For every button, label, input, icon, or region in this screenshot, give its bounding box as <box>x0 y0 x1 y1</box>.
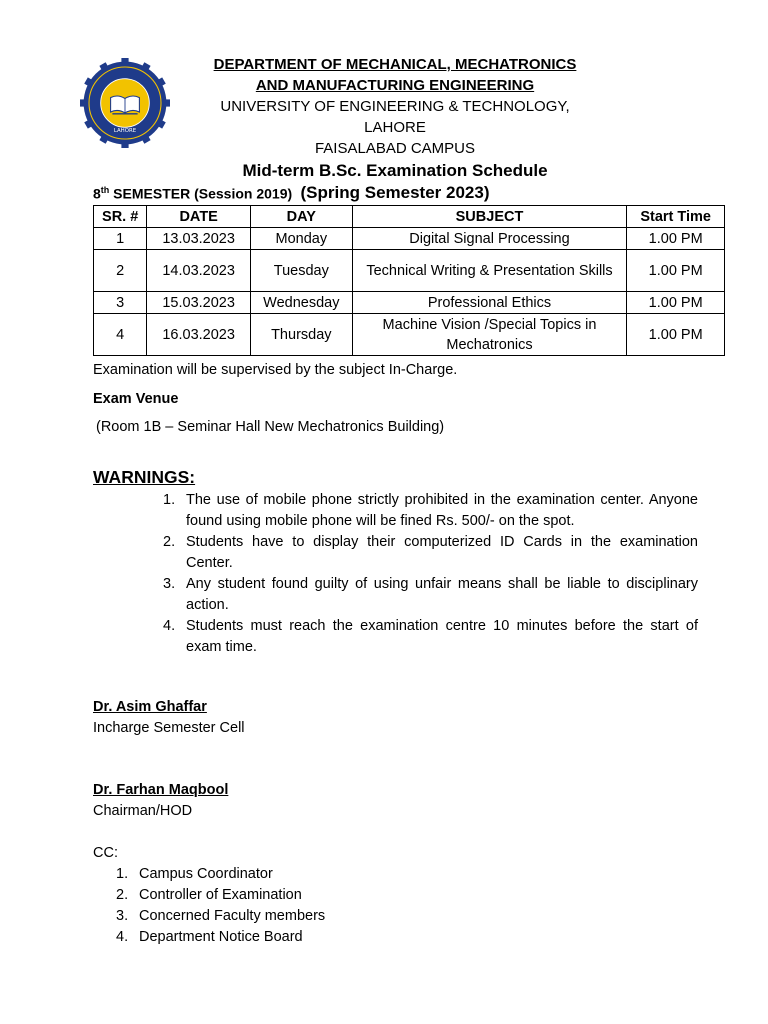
cell-start-time: 1.00 PM <box>627 314 725 356</box>
campus-name: FAISALABAD CAMPUS <box>314 140 476 157</box>
cc-recipient: Concerned Faculty members <box>139 908 326 924</box>
cell-sr: 4 <box>94 314 147 356</box>
cell-subject: Machine Vision /Special Topics in Mechatronics <box>352 314 627 356</box>
list-number: 1. <box>116 866 129 882</box>
cell-day: Thursday <box>250 314 352 356</box>
cc-recipient: Controller of Examination <box>139 887 302 903</box>
semester-label <box>93 185 292 202</box>
university-name: UNIVERSITY OF ENGINEERING & TECHNOLOGY, LAHORE <box>220 98 570 136</box>
semester-session: SEMESTER (Session 2019) <box>109 185 293 202</box>
col-header-day: DAY <box>250 206 352 228</box>
cell-start-time: 1.00 PM <box>627 250 725 292</box>
document-title: Mid-term B.Sc. Examination Schedule <box>242 161 548 180</box>
cell-subject: Digital Signal Processing <box>352 228 627 250</box>
list-item <box>163 532 698 574</box>
list-item <box>116 927 325 948</box>
list-number: 2. <box>116 887 129 903</box>
signatory-role: Incharge Semester Cell <box>93 720 245 736</box>
signatory-name: Dr. Asim Ghaffar <box>93 699 207 715</box>
warning-text: Students must reach the examination centre 10 minutes before the start of exam time. <box>186 618 698 655</box>
list-item <box>116 885 325 906</box>
col-header-date: DATE <box>147 206 251 228</box>
cc-recipient: Campus Coordinator <box>139 866 273 882</box>
cell-sr: 2 <box>94 250 147 292</box>
warning-text: Any student found guilty of using unfair means shall be liable to disciplinary action. <box>186 576 698 613</box>
warning-text: Students have to display their computerized ID Cards in the examination Center. <box>186 534 698 571</box>
cell-date: 16.03.2023 <box>147 314 251 356</box>
table-row <box>94 250 725 292</box>
list-item <box>163 490 698 532</box>
warnings-list <box>163 490 698 658</box>
cell-date: 13.03.2023 <box>147 228 251 250</box>
document-subtitle: (Spring Semester 2023) <box>300 183 490 202</box>
list-number: 3. <box>163 576 176 592</box>
cell-sr: 1 <box>94 228 147 250</box>
list-item <box>163 616 698 658</box>
list-number: 1. <box>163 492 176 508</box>
table-row <box>94 228 725 250</box>
col-header-sr: SR. # <box>94 206 147 228</box>
cell-start-time: 1.00 PM <box>627 228 725 250</box>
col-header-subject: SUBJECT <box>352 206 627 228</box>
gear-emblem <box>80 58 170 148</box>
university-logo <box>80 58 170 148</box>
col-header-start-time: Start Time <box>627 206 725 228</box>
list-number: 4. <box>116 929 129 945</box>
exam-schedule-table <box>93 205 725 356</box>
signatory-role: Chairman/HOD <box>93 803 193 819</box>
list-item <box>116 906 325 927</box>
exam-venue-label: Exam Venue <box>93 391 179 407</box>
cell-sr: 3 <box>94 292 147 314</box>
list-number: 2. <box>163 534 176 550</box>
signatory-name: Dr. Farhan Maqbool <box>93 782 229 798</box>
table-row <box>94 292 725 314</box>
warning-text: The use of mobile phone strictly prohibited in the examination center. Anyone found using mobile phone will be fined Rs. 500/- on the spot. <box>186 492 698 529</box>
cc-recipient: Department Notice Board <box>139 929 303 945</box>
department-line-2: AND MANUFACTURING ENGINEERING <box>255 77 535 94</box>
cell-day: Monday <box>250 228 352 250</box>
table-row <box>94 314 725 356</box>
list-item <box>163 574 698 616</box>
logo-bottom-text: LAHORE <box>113 127 137 134</box>
department-line-1: DEPARTMENT OF MECHANICAL, MECHATRONICS <box>213 56 577 73</box>
table-header-row <box>94 206 725 228</box>
semester-suffix: th <box>100 185 110 195</box>
cc-label: CC: <box>93 845 118 861</box>
list-number: 3. <box>116 908 129 924</box>
cc-list <box>116 864 325 948</box>
document-header <box>190 54 600 204</box>
semester-number: 8 <box>93 185 101 202</box>
cell-subject: Technical Writing & Presentation Skills <box>352 250 627 292</box>
cell-date: 15.03.2023 <box>147 292 251 314</box>
cell-day: Wednesday <box>250 292 352 314</box>
list-item <box>116 864 325 885</box>
cell-start-time: 1.00 PM <box>627 292 725 314</box>
cell-date: 14.03.2023 <box>147 250 251 292</box>
list-number: 4. <box>163 618 176 634</box>
exam-venue: (Room 1B – Seminar Hall New Mechatronics Building) <box>96 419 445 435</box>
cell-day: Tuesday <box>250 250 352 292</box>
supervision-note: Examination will be supervised by the subject In-Charge. <box>93 362 458 378</box>
warnings-heading: WARNINGS: <box>93 467 196 487</box>
cell-subject: Professional Ethics <box>352 292 627 314</box>
